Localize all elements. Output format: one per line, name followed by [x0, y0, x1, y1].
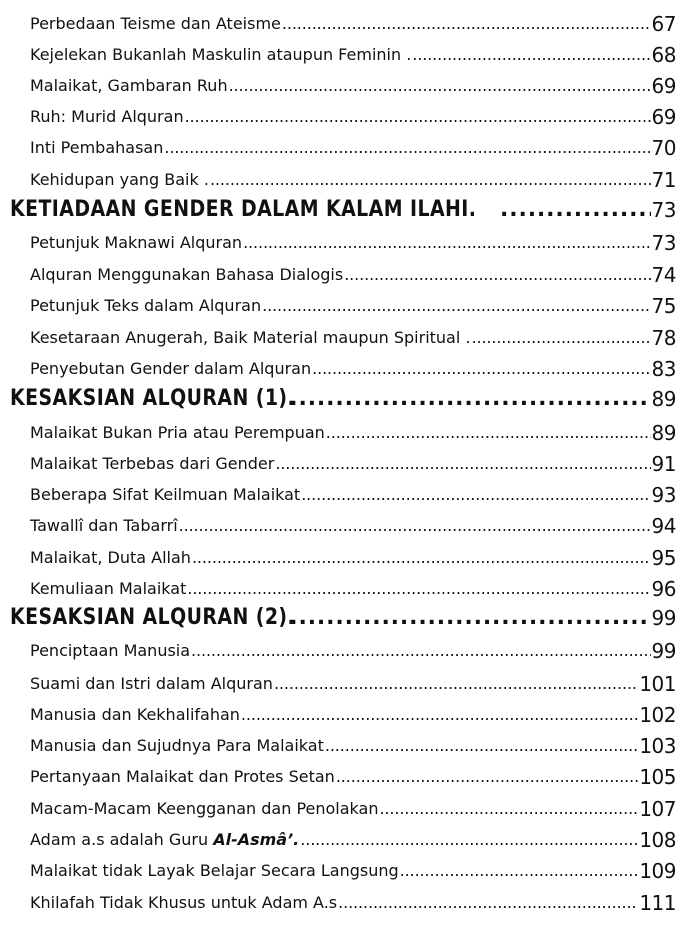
toc-entry [30, 419, 676, 443]
dot-leader [262, 296, 650, 316]
toc-entry-title: Perbedaan Teisme dan Ateisme [30, 14, 281, 33]
toc-entry-title: Malaikat Terbebas dari Gender [30, 454, 275, 473]
toc-entry-title: Malaikat Bukan Pria atau Perempuan [30, 423, 325, 442]
dot-leader [187, 579, 650, 599]
toc-entry-page: 89 [651, 421, 676, 443]
toc-entry-title: Alquran Menggunakan Bahasa Dialogis [30, 265, 344, 284]
toc-entry-page: 94 [651, 514, 676, 536]
toc-entry-page: 109 [639, 859, 676, 881]
toc-entry-title: Macam-Macam Keengganan dan Penolakan [30, 799, 379, 818]
toc-entry-page: 102 [639, 703, 676, 725]
toc-entry-title: Manusia dan Sujudnya Para Malaikat [30, 736, 324, 755]
toc-entry-title: Malaikat, Duta Allah [30, 548, 191, 567]
toc-entry [30, 72, 676, 96]
toc-entry-title-emphasis: Al-Asmâ’. [213, 830, 300, 849]
toc-entry-title: Petunjuk Maknawi Alquran [30, 233, 243, 252]
toc-entry [30, 701, 676, 725]
toc-entry-title: Penciptaan Manusia [30, 641, 191, 660]
toc-entry-title: Petunjuk Teks dalam Alquran [30, 296, 262, 315]
toc-entry [30, 134, 676, 158]
dot-leader [412, 45, 650, 65]
toc-entry-page: 78 [651, 326, 676, 348]
toc-entry [30, 575, 676, 599]
toc-entry-title: Malaikat, Gambaran Ruh [30, 76, 228, 95]
toc-entry-page: 103 [639, 734, 676, 756]
dot-leader [243, 233, 650, 253]
toc-entry [30, 355, 676, 379]
toc-entry [30, 795, 676, 819]
toc-entry [30, 10, 676, 34]
toc-entry [30, 512, 676, 536]
toc-entry-title-text: Adam a.s adalah Guru [30, 830, 209, 849]
toc-entry [30, 889, 676, 913]
dot-leader [400, 861, 639, 881]
dot-leader [274, 674, 638, 694]
dot-leader [500, 196, 651, 224]
toc-entry [30, 229, 676, 253]
toc-entry-title: Manusia dan Kekhalifahan [30, 705, 240, 724]
toc-entry-page: 68 [651, 43, 676, 65]
toc-entry-page: 91 [651, 452, 676, 474]
toc-entry [30, 450, 676, 474]
dot-leader [210, 170, 651, 190]
toc-entry-page: 70 [651, 136, 676, 158]
toc-entry-title: Beberapa Sifat Keilmuan Malaikat [30, 485, 301, 504]
toc-entry-title [30, 830, 299, 850]
toc-entry-page: 67 [651, 12, 676, 34]
dot-leader [300, 830, 638, 850]
toc-section-page: 73 [651, 198, 676, 222]
dot-leader [312, 359, 650, 379]
toc-entry [30, 544, 676, 568]
toc-section-title: KESAKSIAN ALQURAN (2). [10, 605, 296, 630]
dot-leader [289, 604, 650, 632]
dot-leader [164, 138, 650, 158]
toc-entry [30, 324, 676, 348]
dot-leader [301, 485, 650, 505]
toc-entry [30, 261, 676, 285]
toc-entry-title: Tawallî dan Tabarrî [30, 516, 178, 535]
dot-leader [191, 641, 651, 661]
toc-entry-page: 69 [651, 74, 676, 96]
toc-entry-page: 69 [651, 105, 676, 127]
toc-section-page: 89 [651, 387, 676, 411]
toc-entry [30, 103, 676, 127]
dot-leader [241, 705, 638, 725]
toc-entry-page: 108 [639, 828, 676, 850]
toc-entry [30, 41, 676, 65]
toc-entry-title: Malaikat tidak Layak Belajar Secara Langsung [30, 861, 399, 880]
toc-entry [30, 637, 676, 661]
toc-entry-title: Kejelekan Bukanlah Maskulin ataupun Feminin . [30, 45, 412, 64]
dot-leader [275, 454, 650, 474]
toc-entry [30, 481, 676, 505]
dot-leader [471, 328, 650, 348]
toc-entry-title: Khilafah Tidak Khusus untuk Adam A.s [30, 893, 338, 912]
dot-leader [344, 265, 650, 285]
toc-entry [30, 670, 676, 694]
toc-entry-title: Suami dan Istri dalam Alquran [30, 674, 273, 693]
toc-section-title: KETIADAAN GENDER DALAM KALAM ILAHI. [10, 197, 477, 222]
dot-leader [379, 799, 638, 819]
toc-section-heading [10, 600, 676, 632]
toc-entry-page: 75 [651, 294, 676, 316]
toc-entry-title: Kemuliaan Malaikat [30, 579, 187, 598]
toc-entry [30, 166, 676, 190]
toc-entry-page: 111 [639, 891, 676, 913]
toc-entry-page: 95 [651, 546, 676, 568]
toc-entry-title: Penyebutan Gender dalam Alquran [30, 359, 312, 378]
toc-entry-title: Ruh: Murid Alquran [30, 107, 184, 126]
toc-entry [30, 292, 676, 316]
dot-leader [192, 548, 651, 568]
dot-leader [326, 423, 651, 443]
toc-entry-page: 105 [639, 765, 676, 787]
toc-entry [30, 763, 676, 787]
toc-entry [30, 732, 676, 756]
toc-section-heading [10, 381, 676, 413]
toc-section-title: KESAKSIAN ALQURAN (1). [10, 386, 296, 411]
dot-leader [289, 385, 650, 413]
toc-entry [30, 857, 676, 881]
toc-entry [30, 826, 676, 850]
toc-entry-page: 107 [639, 797, 676, 819]
toc-entry-page: 93 [651, 483, 676, 505]
dot-leader [338, 893, 638, 913]
toc-section-page: 99 [651, 606, 676, 630]
toc-entry-page: 101 [639, 672, 676, 694]
toc-entry-page: 71 [651, 168, 676, 190]
dot-leader [185, 107, 651, 127]
toc-entry-page: 83 [651, 357, 676, 379]
dot-leader [336, 767, 639, 787]
toc-entry-page: 74 [651, 263, 676, 285]
dot-leader [229, 76, 651, 96]
dot-leader [179, 516, 651, 536]
toc-entry-page: 73 [651, 231, 676, 253]
toc-entry-title: Inti Pembahasan [30, 138, 164, 157]
toc-entry-title: Pertanyaan Malaikat dan Protes Setan [30, 767, 335, 786]
dot-leader [282, 14, 651, 34]
toc-entry-page: 96 [651, 577, 676, 599]
toc-entry-title: Kesetaraan Anugerah, Baik Material maupun Spiritual . [30, 328, 471, 347]
toc-entry-page: 99 [651, 639, 676, 661]
toc-entry-title: Kehidupan yang Baik . [30, 170, 209, 189]
dot-leader [325, 736, 638, 756]
toc-section-heading [10, 192, 676, 224]
